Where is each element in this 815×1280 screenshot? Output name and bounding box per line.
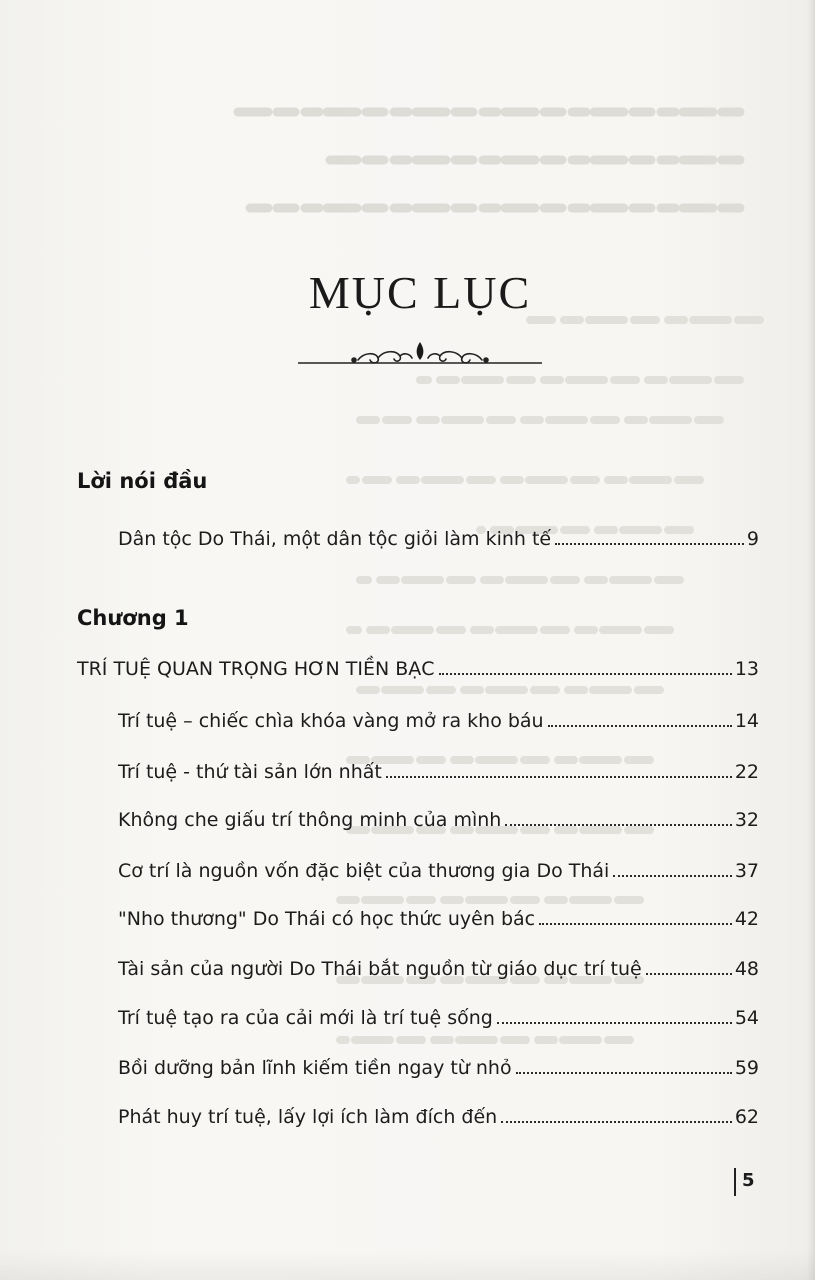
leader-dots bbox=[646, 973, 732, 975]
leader-dots bbox=[516, 1072, 732, 1074]
toc-entry-page: 22 bbox=[734, 761, 759, 783]
leader-dots bbox=[555, 543, 744, 545]
bleed-through-lines-icon bbox=[210, 100, 750, 260]
toc-entry[interactable] bbox=[118, 1098, 759, 1128]
leader-dots bbox=[386, 776, 732, 778]
leader-dots bbox=[548, 725, 732, 727]
flourish-divider-icon bbox=[298, 336, 542, 372]
toc-entry-title: Tài sản của người Do Thái bắt nguồn từ giáo dục trí tuệ bbox=[118, 958, 642, 980]
toc-entry-page: 14 bbox=[734, 710, 759, 732]
toc-entry[interactable] bbox=[118, 753, 759, 783]
toc-entry-title: "Nho thương" Do Thái có học thức uyên bác bbox=[118, 908, 536, 930]
toc-entry[interactable] bbox=[118, 520, 759, 550]
toc-entry[interactable] bbox=[118, 1049, 759, 1079]
toc-entry-title: Bồi dưỡng bản lĩnh kiếm tiền ngay từ nhỏ bbox=[118, 1057, 512, 1079]
toc-entry-page: 32 bbox=[734, 809, 759, 831]
page-title: MỤC LỤC bbox=[308, 267, 532, 318]
toc-entry-title: Trí tuệ tạo ra của cải mới là trí tuệ sống bbox=[118, 1007, 493, 1029]
toc-entry-title: Dân tộc Do Thái, một dân tộc giỏi làm kinh tế bbox=[118, 528, 552, 550]
toc-entry-page: 62 bbox=[734, 1106, 759, 1128]
toc-entry-chapter-title[interactable] bbox=[77, 650, 759, 680]
toc-entry-page: 13 bbox=[734, 658, 759, 680]
section-heading: Lời nói đầu bbox=[77, 469, 208, 493]
toc-entry[interactable] bbox=[118, 852, 759, 882]
toc-entry-page: 37 bbox=[734, 860, 759, 882]
leader-dots bbox=[497, 1022, 732, 1024]
leader-dots bbox=[501, 1121, 732, 1123]
toc-entry-page: 48 bbox=[734, 958, 759, 980]
leader-dots bbox=[539, 923, 732, 925]
toc-entry[interactable] bbox=[118, 950, 759, 980]
page-number-divider bbox=[734, 1168, 736, 1196]
page-edge-shadow bbox=[807, 0, 815, 1280]
toc-entry[interactable] bbox=[118, 801, 759, 831]
toc-entry-page: 42 bbox=[734, 908, 759, 930]
section-heading: Chương 1 bbox=[77, 606, 189, 630]
page-number: 5 bbox=[742, 1170, 755, 1191]
toc-entry-title: TRÍ TUỆ QUAN TRỌNG HƠN TIỀN BẠC bbox=[77, 658, 435, 680]
toc-entry-title: Trí tuệ – chiếc chìa khóa vàng mở ra kho báu bbox=[118, 710, 544, 732]
toc-entry[interactable] bbox=[118, 900, 759, 930]
toc-entry-page: 9 bbox=[746, 528, 759, 550]
toc-entry-title: Không che giấu trí thông minh của mình bbox=[118, 809, 502, 831]
leader-dots bbox=[613, 875, 731, 877]
toc-entry-page: 54 bbox=[734, 1007, 759, 1029]
leader-dots bbox=[439, 673, 732, 675]
toc-entry-title: Trí tuệ - thứ tài sản lớn nhất bbox=[118, 761, 382, 783]
page-bottom-shadow bbox=[0, 1250, 815, 1280]
leader-dots bbox=[505, 824, 731, 826]
toc-entry-page: 59 bbox=[734, 1057, 759, 1079]
bleed-through-texture bbox=[210, 100, 750, 240]
toc-entry[interactable] bbox=[118, 999, 759, 1029]
toc-entry-title: Cơ trí là nguồn vốn đặc biệt của thương gia Do Thái bbox=[118, 860, 610, 882]
toc-entry[interactable] bbox=[118, 702, 759, 732]
toc-entry-title: Phát huy trí tuệ, lấy lợi ích làm đích đến bbox=[118, 1106, 498, 1128]
